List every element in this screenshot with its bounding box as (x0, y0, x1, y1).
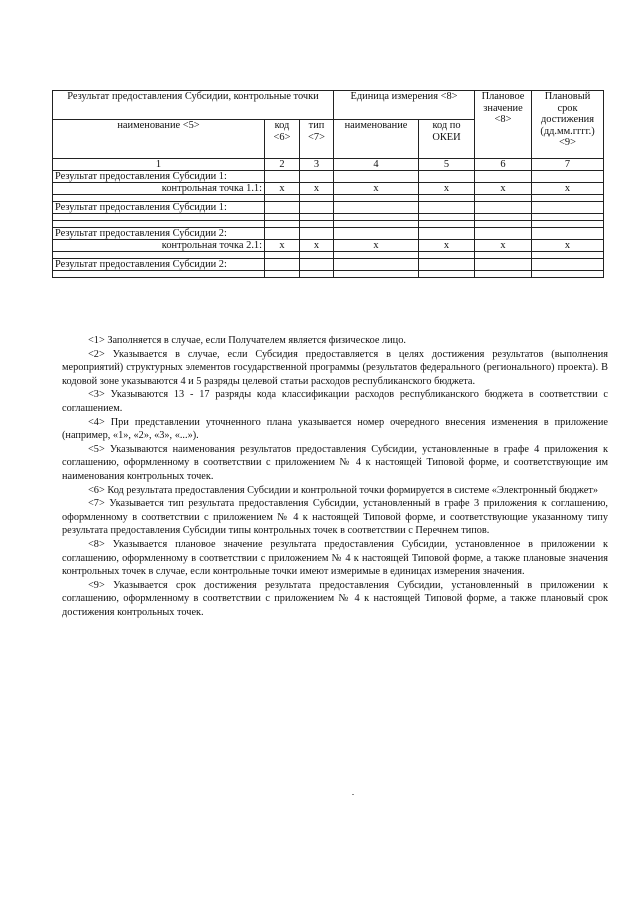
header-result-group: Результат предоставления Субсидии, контрольные точки (53, 91, 334, 120)
x-mark: x (300, 240, 334, 252)
results-table (52, 90, 604, 278)
header-planned-date: Плановый срок достижения (дд.мм.гггг.) <9> (532, 91, 604, 159)
control-point-label: контрольная точка 2.1: (53, 240, 265, 252)
x-mark: x (532, 240, 604, 252)
control-point-label: контрольная точка 1.1: (53, 183, 265, 195)
x-mark: x (334, 183, 419, 195)
header-unit-group: Единица измерения <8> (334, 91, 475, 120)
x-mark: x (475, 183, 532, 195)
header-type: тип <7> (300, 120, 334, 159)
scan-speck (352, 794, 354, 795)
col-number: 2 (265, 159, 300, 171)
x-mark: x (334, 240, 419, 252)
x-mark: x (532, 183, 604, 195)
col-number: 5 (419, 159, 475, 171)
header-code: код <6> (265, 120, 300, 159)
x-mark: x (265, 240, 300, 252)
x-mark: x (265, 183, 300, 195)
header-planned-value: Плановое значение <8> (475, 91, 532, 159)
footnote-2: <2> Указывается в случае, если Субсидия предоставляется в целях достижения результатов (выполнения мероприятий) структурных элементов государственной программы (результатов федерального (регионального) проекта). В кодовой зоне указываются 4 и 5 разряды целевой статьи расходов республиканского бюджета. (62, 348, 608, 387)
result-row-label: Результат предоставления Субсидии 2: (53, 228, 265, 240)
result-row-label: Результат предоставления Субсидии 1: (53, 202, 265, 214)
result-row-label: Результат предоставления Субсидии 1: (53, 171, 265, 183)
footnotes (62, 334, 608, 619)
x-mark: x (419, 183, 475, 195)
x-mark: x (419, 240, 475, 252)
col-number: 1 (53, 159, 265, 171)
footnote-6: <6> Код результата предоставления Субсидии и контрольной точки формируется в системе «Электронный бюджет» (88, 484, 598, 496)
footnote-4: <4> При представлении уточненного плана указывается номер очередного внесения изменения в приложение (например, «1», «2», «3», «...»). (62, 416, 608, 442)
col-number: 6 (475, 159, 532, 171)
footnote-8: <8> Указывается плановое значение результата предоставления Субсидии, установленное в приложении к соглашению, оформленному в соответствии с приложением № 4 к настоящей Типовой форме, а также плановые значения контрольных точек в случае, если контрольные точки имеют измеримые в единицах измерения значения. (62, 538, 608, 578)
col-number: 4 (334, 159, 419, 171)
footnote-9: <9> Указывается срок достижения результата предоставления Субсидии, установленный в приложении к соглашению, оформленному в соответствии с приложением № 4 к настоящей Типовой форме, а также плановый срок достижения контрольных точек. (62, 579, 608, 618)
footnote-7: <7> Указывается тип результата предоставления Субсидии, установленный в графе 3 приложения к соглашению, оформленному в соответствии с приложением № 4 к настоящей Типовой форме, и соответствующие указанному типу результата предоставления Субсидии типы контрольных точек в соответствии с Перечнем типов. (62, 498, 608, 537)
header-unit-name: наименование (334, 120, 419, 159)
x-mark: x (300, 183, 334, 195)
col-number: 3 (300, 159, 334, 171)
result-row-label: Результат предоставления Субсидии 2: (53, 259, 265, 271)
x-mark: x (475, 240, 532, 252)
col-number: 7 (532, 159, 604, 171)
header-name: наименование <5> (53, 120, 265, 159)
footnote-5: <5> Указываются наименования результатов предоставления Субсидии, установленные в графе 4 приложения к соглашению, оформленному в соответствии с приложением № 4 к настоящей Типовой форме, и соответствующие им наименования контрольных точек. (62, 443, 608, 482)
footnote-1: <1> Заполняется в случае, если Получателем является физическое лицо. (88, 335, 406, 346)
header-okei-code: код по ОКЕИ (419, 120, 475, 159)
footnote-3: <3> Указываются 13 - 17 разряды кода классификации расходов республиканского бюджета в соответствии с соглашением. (62, 389, 608, 414)
